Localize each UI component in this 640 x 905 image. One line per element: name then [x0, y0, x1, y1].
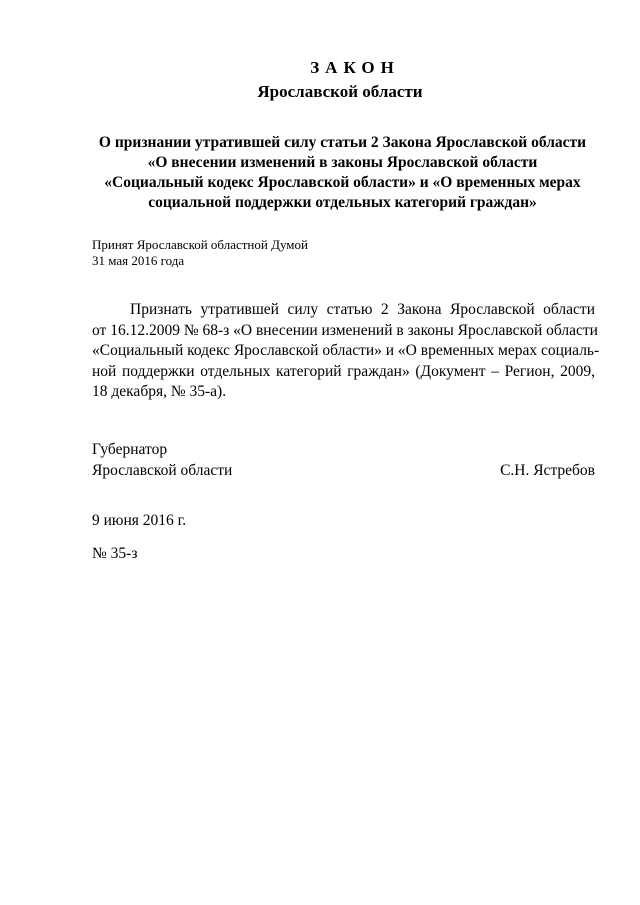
body-line: ной поддержки отдельных категорий граждан» (Документ – Регион, 2009,: [92, 362, 595, 380]
body-line: от 16.12.2009 № 68-з «О внесении изменений в законы Ярославской области: [92, 321, 598, 339]
law-title-line: «О внесении изменений в законы Ярославской области: [147, 154, 538, 171]
adoption-info: [92, 237, 308, 269]
signing-date: 9 июня 2016 г.: [92, 512, 187, 529]
body-line: Признать утратившей силу статью 2 Закона Ярославской области: [130, 301, 595, 318]
signatory-region: Ярославской области: [92, 461, 233, 479]
law-title-line: «Социальный кодекс Ярославской области» и «О временных мерах: [104, 174, 581, 191]
law-title-line: социальной поддержки отдельных категорий граждан»: [148, 194, 537, 211]
signatory-name: С.Н. Ястребов: [500, 461, 595, 479]
body-line: 18 декабря, № 35-а).: [92, 383, 227, 400]
law-body: [92, 300, 600, 403]
law-title-line: О признании утратившей силу статьи 2 Закона Ярославской области: [98, 134, 587, 151]
document-region-heading: Ярославской области: [257, 82, 423, 101]
law-title: [60, 133, 625, 213]
signature-block: [92, 440, 595, 481]
law-number: № 35-з: [92, 545, 138, 562]
document-type-heading: ЗАКОН: [310, 58, 400, 77]
signature-row: [92, 461, 595, 482]
signatory-position: Губернатор: [92, 441, 168, 458]
adoption-date: 31 мая 2016 года: [92, 253, 185, 268]
adoption-body: Принят Ярославской областной Думой: [92, 237, 308, 252]
body-line: «Социальный кодекс Ярославской области» и «О временных мерах социаль-: [92, 342, 600, 359]
